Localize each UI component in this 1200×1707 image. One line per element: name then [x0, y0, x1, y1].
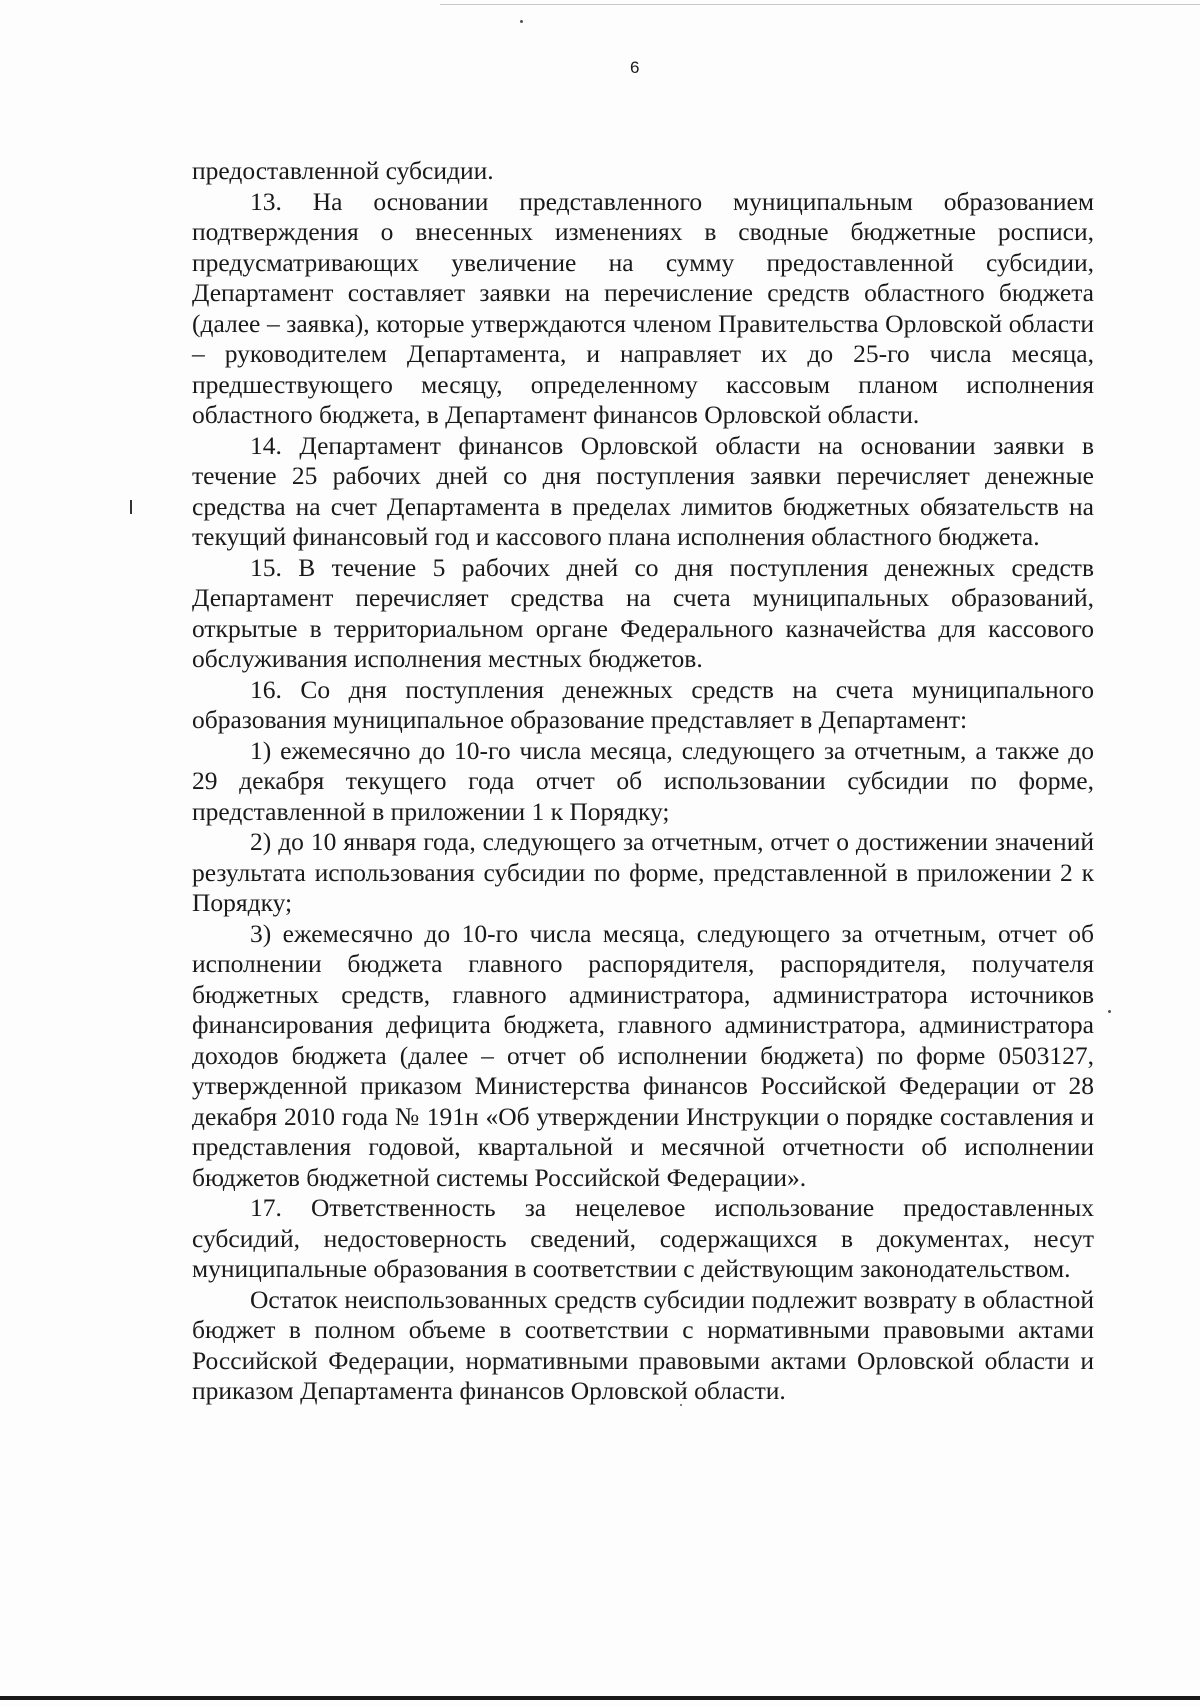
- paragraph-item-13: 13. На основании представленного муниципальным образованием подтверждения о внесенных изменениях в сводные бюджетные росписи, предусматривающих увеличение на сумму предоставленной субсидии, Департамент составляет заявки на перечисление средств областного бюджета (далее – заявка), которые утверждаются членом Правительства Орловской области – руководителем Департамента, и направляет их до 25-го числа месяца, предшествующего месяцу, определенному кассовым планом исполнения областного бюджета, в Департамент финансов Орловской области.: [192, 186, 1094, 429]
- document-body: [192, 156, 1094, 1407]
- scan-edge-bottom: [0, 1696, 1200, 1700]
- scan-edge-top: [440, 4, 1200, 5]
- paragraph-subitem-2: 2) до 10 января года, следующего за отчетным, отчет о достижении значений результата использования субсидии по форме, представленной в приложении 2 к Порядку;: [192, 827, 1094, 917]
- paragraph-continuation: предоставленной субсидии.: [192, 156, 494, 185]
- scan-mark: [130, 500, 132, 514]
- paragraph-item-14: 14. Департамент финансов Орловской области на основании заявки в течение 25 рабочих дней со дня поступления заявки перечисляет денежные средства на счет Департамента в пределах лимитов бюджетных обязательств на текущий финансовый год и кассового плана исполнения областного бюджета.: [192, 430, 1094, 551]
- paragraph-item-15: 15. В течение 5 рабочих дней со дня поступления денежных средств Департамент перечисляет средства на счета муниципальных образований, открытые в территориальном органе Федерального казначейства для кассового обслуживания исполнения местных бюджетов.: [192, 552, 1094, 673]
- scan-speck: [520, 20, 523, 23]
- scan-speck: [1108, 1010, 1111, 1013]
- paragraph-item-17: 17. Ответственность за нецелевое использование предоставленных субсидий, недостоверность сведений, содержащихся в документах, несут муниципальные образования в соответствии с действующим законодательством.: [192, 1193, 1094, 1283]
- paragraph-subitem-1: 1) ежемесячно до 10-го числа месяца, следующего за отчетным, а также до 29 декабря текущего года отчет об использовании субсидии по форме, представленной в приложении 1 к Порядку;: [192, 735, 1094, 826]
- paragraph-item-16: 16. Со дня поступления денежных средств на счета муниципального образования муниципальное образование представляет в Департамент:: [192, 674, 1094, 734]
- paragraph-subitem-3: 3) ежемесячно до 10-го числа месяца, следующего за отчетным, отчет об исполнении бюджета главного распорядителя, распорядителя, получателя бюджетных средств, главного администратора, администратора источников финансирования дефицита бюджета, главного администратора, администратора доходов бюджета (далее – отчет об исполнении бюджета) по форме 0503127, утвержденной приказом Министерства финансов Российской Федерации от 28 декабря 2010 года № 191н «Об утверждении Инструкции о порядке составления и представления годовой, квартальной и месячной отчетности об исполнении бюджетов бюджетной системы Российской Федерации».: [192, 918, 1094, 1192]
- page-number: 6: [630, 58, 640, 77]
- paragraph-remainder: Остаток неиспользованных средств субсидии подлежит возврату в областной бюджет в полном объеме в соответствии с нормативными правовыми актами Российской Федерации, нормативными правовыми актами Орловской области и приказом Департамента финансов Орловской области.: [192, 1284, 1094, 1405]
